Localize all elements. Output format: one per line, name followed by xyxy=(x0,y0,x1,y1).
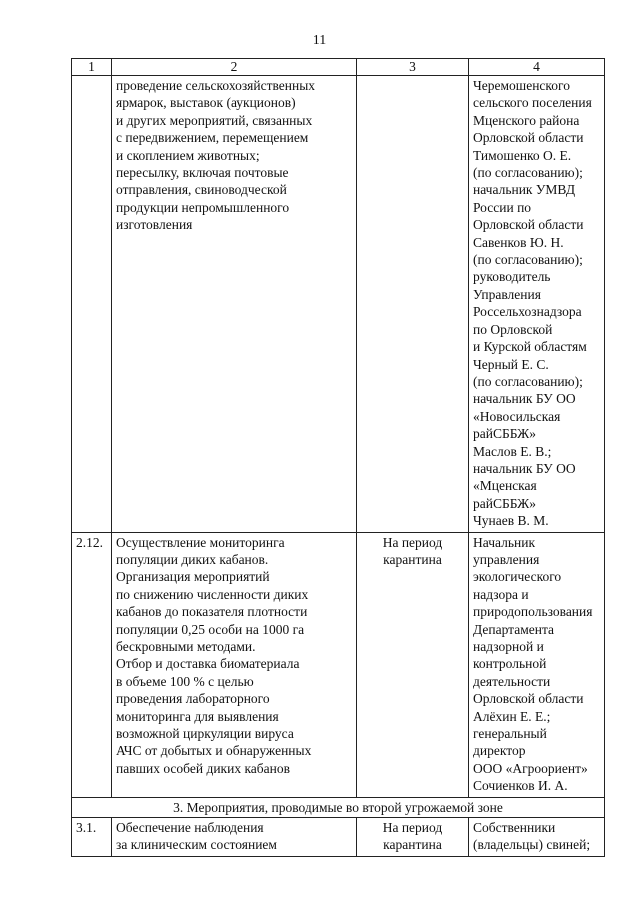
text-line: Алёхин Е. Е.; xyxy=(473,708,551,724)
text-line: популяции 0,25 особи на 1000 га xyxy=(116,621,305,637)
text-line: Маслов Е. В.; xyxy=(473,443,552,459)
text-line: начальник УМВД xyxy=(473,182,576,198)
period-cell xyxy=(357,532,469,797)
text-line: (владельцы) свиней; xyxy=(473,837,591,853)
text-line: райСББЖ» xyxy=(473,426,536,442)
text-line: Орловской области xyxy=(473,217,584,233)
measures-table xyxy=(71,58,605,857)
text-line: пересылку, включая почтовые xyxy=(116,165,289,181)
section-3-row xyxy=(72,797,605,817)
text-line: На период xyxy=(382,820,443,836)
text-line: Чунаев В. М. xyxy=(473,513,549,529)
text-line: в объеме 100 % с целью xyxy=(116,673,254,689)
column-header-3: 3 xyxy=(357,59,469,76)
period-cell xyxy=(357,818,469,857)
text-line: Департамента xyxy=(473,621,555,637)
table-header-row xyxy=(72,59,605,76)
text-line: Орловской области xyxy=(473,691,584,707)
text-line: надзорной и xyxy=(473,639,544,654)
responsible-cell xyxy=(469,818,605,857)
text-line: России по xyxy=(473,199,532,215)
table-row-continued xyxy=(72,76,605,533)
text-line: Осуществление мониторинга xyxy=(116,534,285,550)
text-line: Черный Е. С. xyxy=(473,356,549,372)
text-line: директор xyxy=(473,743,526,759)
text-line: карантина xyxy=(383,837,442,853)
responsible-cell xyxy=(469,532,605,797)
text-line: и Курской областям xyxy=(473,339,587,355)
text-line: сельского поселения xyxy=(473,95,592,111)
text-line: Мценского района xyxy=(473,112,580,128)
text-line: ярмарок, выставок (аукционов) xyxy=(116,95,296,111)
text-line: (по согласованию); xyxy=(473,252,583,268)
text-line: райСББЖ» xyxy=(473,495,536,511)
text-line: Савенков Ю. Н. xyxy=(473,234,564,250)
table-row-3-1 xyxy=(72,818,605,857)
text-line: Начальник xyxy=(473,534,536,550)
text-line: проведение сельскохозяйственных xyxy=(116,78,316,93)
measure-cell xyxy=(112,818,357,857)
text-line: Управления xyxy=(473,286,541,302)
measure-cell xyxy=(112,76,357,533)
text-line: продукции непромышленного xyxy=(116,199,290,215)
text-line: по снижению численности диких xyxy=(116,586,309,602)
text-line: Черемошенского xyxy=(473,78,570,93)
text-line: «Мценская xyxy=(473,478,537,494)
text-line: На период xyxy=(382,534,443,550)
text-line: руководитель xyxy=(473,269,551,285)
text-line: (по согласованию); xyxy=(473,373,583,389)
text-line: деятельности xyxy=(473,673,551,689)
text-line: Собственники xyxy=(473,820,556,836)
measure-cell xyxy=(112,532,357,797)
text-line: с передвижением, перемещением xyxy=(116,130,309,146)
text-line: генеральный xyxy=(473,726,547,742)
text-line: и скоплением животных; xyxy=(116,147,260,163)
text-line: начальник БУ ОО xyxy=(473,391,576,407)
text-line: за клиническим состоянием xyxy=(116,837,277,853)
text-line: по Орловской xyxy=(473,321,553,337)
page-number: 11 xyxy=(312,33,327,48)
text-line: (по согласованию); xyxy=(473,165,583,181)
section-title: 3. Мероприятия, проводимые во второй угрожаемой зоне xyxy=(72,797,605,817)
text-line: управления xyxy=(473,551,540,567)
text-line: бескровными методами. xyxy=(116,639,256,654)
text-line: надзора и xyxy=(473,586,529,602)
row-number: 3.1. xyxy=(72,818,112,857)
row-number xyxy=(72,76,112,533)
period-cell xyxy=(357,76,469,533)
text-line: возможной циркуляции вируса xyxy=(116,726,294,742)
text-line: Обеспечение наблюдения xyxy=(116,820,264,836)
text-line: популяции диких кабанов. xyxy=(116,551,269,567)
text-line: экологического xyxy=(473,569,562,585)
text-line: мониторинга для выявления xyxy=(116,708,279,724)
column-header-4: 4 xyxy=(469,59,605,76)
text-line: Отбор и доставка биоматериала xyxy=(116,656,300,672)
text-line: начальник БУ ОО xyxy=(473,460,576,476)
row-number: 2.12. xyxy=(72,532,112,797)
text-line: отправления, свиноводческой xyxy=(116,182,287,198)
text-line: АЧС от добытых и обнаруженных xyxy=(116,743,312,759)
text-line: и других мероприятий, связанных xyxy=(116,112,313,128)
column-header-2: 2 xyxy=(112,59,357,76)
text-line: ООО «Агроориент» xyxy=(473,760,588,776)
text-line: контрольной xyxy=(473,656,547,672)
table-row-2-12 xyxy=(72,532,605,797)
text-line: проведения лабораторного xyxy=(116,691,270,707)
text-line: Тимошенко О. Е. xyxy=(473,147,572,163)
text-line: павших особей диких кабанов xyxy=(116,760,291,776)
column-header-1: 1 xyxy=(72,59,112,76)
text-line: Сочиенков И. А. xyxy=(473,778,568,794)
text-line: карантина xyxy=(383,551,442,567)
text-line: «Новосильская xyxy=(473,408,561,424)
text-line: природопользования xyxy=(473,604,593,620)
text-line: Россельхознадзора xyxy=(473,304,582,320)
text-line: Орловской области xyxy=(473,130,584,146)
text-line: изготовления xyxy=(116,217,193,233)
text-line: Организация мероприятий xyxy=(116,569,270,585)
responsible-cell xyxy=(469,76,605,533)
text-line: кабанов до показателя плотности xyxy=(116,604,308,620)
